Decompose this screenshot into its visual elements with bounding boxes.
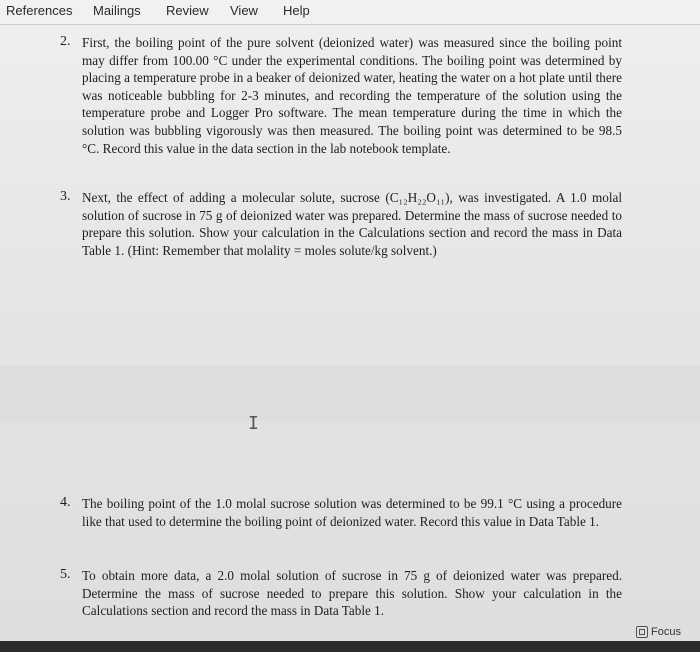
item-number: 5. <box>60 567 71 582</box>
tab-references[interactable]: References <box>6 3 73 18</box>
tab-mailings[interactable]: Mailings <box>93 3 141 18</box>
item-number: 3. <box>60 189 71 204</box>
item-number: 2. <box>60 34 71 49</box>
tab-view[interactable]: View <box>230 3 258 18</box>
item-number: 4. <box>60 495 71 510</box>
tab-help[interactable]: Help <box>283 3 310 18</box>
item-text: First, the boiling point of the pure solvent (deionized water) was measured since the boiling point may differ from 100.00 °C under the experimental conditions. The boiling point was determined by placing a temperature probe in a beaker of deionized water, heating the water on a hot plate until there was noticeable bubbling for 2-3 minutes, and recording the temperature of the solution using the temperature probe and Logger Pro software. The mean temperature during the time in which the solution was bubbling vigorously was then measured. The boiling point was determined to be 98.5 °C. Record this value in the data section in the lab notebook template. <box>82 35 622 156</box>
text-cursor-icon: I <box>248 413 259 434</box>
item-text: Next, the effect of adding a molecular solute, sucrose (C₁₂H₂₂O₁₁), was investigated. A 1.0 molal solution of sucrose in 75 g of deionized water was prepared. Determine the mass of sucrose needed to prepare this solution. Show your calculation in the Calculations section and record the mass in Data Table 1. (Hint: Remember that molality = moles solute/kg solvent.) <box>82 190 622 258</box>
page-shade-band <box>0 365 700 421</box>
tab-review[interactable]: Review <box>166 3 209 18</box>
item-text: To obtain more data, a 2.0 molal solution of sucrose in 75 g of deionized water was prepared. Determine the mass of sucrose needed to prepare this solution. Show your calculation in the Calculations section and record the mass in Data Table 1. <box>82 568 622 619</box>
focus-icon <box>636 626 648 638</box>
bottom-bezel <box>0 641 700 652</box>
item-text: The boiling point of the 1.0 molal sucrose solution was determined to be 99.1 °C using a procedure like that used to determine the boiling point of deionized water. Record this value in Data Table 1. <box>82 496 622 529</box>
document-page[interactable] <box>0 25 700 641</box>
ribbon-tabs <box>0 0 700 25</box>
focus-mode-button[interactable] <box>636 624 681 640</box>
focus-label: Focus <box>651 626 681 638</box>
